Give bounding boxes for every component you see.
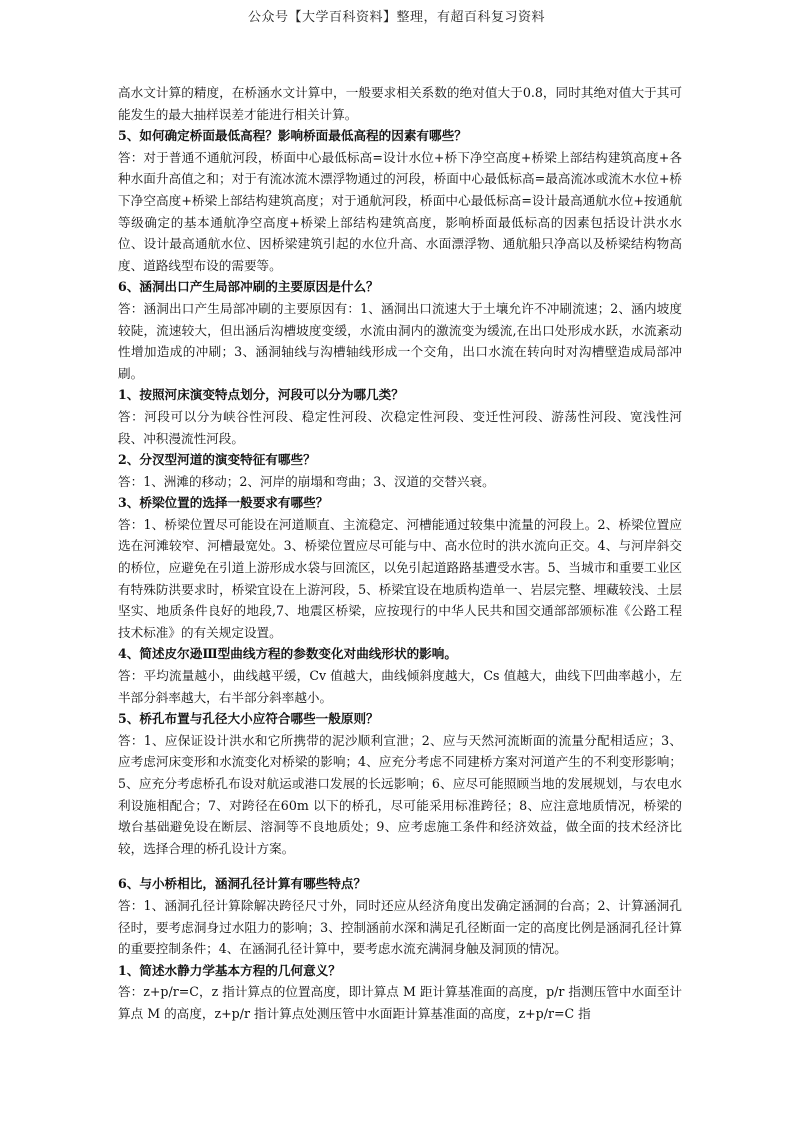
answer-paragraph: 答：1、桥梁位置尽可能设在河道顺直、主流稳定、河槽能通过较集中流量的河段上。2、桥梁位置应选在河滩较窄、河槽最宽处。3、桥梁位置应尽可能与中、高水位时的洪水流向正交。4、与河岸斜交的桥位，应避免在引道上游形成水袋与回流区，以免引起道路路基遭受水害。5、当城市和重要工业区有特殊防洪要求时，桥梁宜设在上游河段，5、桥梁宜设在地质构造单一、岩层完整、埋藏较浅、土层坚实、地质条件良好的地段,7、地震区桥梁，应按现行的中华人民共和国交通部部颁标准《公路工程技术标准》的有关规定设置。 [118,516,682,640]
page-header: 公众号【大学百科资料】整理，有超百科复习资料 [247,10,545,25]
answer-paragraph: 高水文计算的精度，在桥涵水文计算中，一般要求相关系数的绝对值大于0.8，同时其绝对值大于其可能发生的最大抽样误差才能进行相关计算。 [118,85,682,122]
question-heading: 1、简述水静力学基本方程的几何意义？ [118,962,341,978]
answer-paragraph: 答：z+p/r=C，z 指计算点的位置高度，即计算点 M 距计算基准面的高度，p/r 指测压管中水面至计算点 M 的高度，z+p/r 指计算点处测压管中水面距计算基准面的高度，z+p/r=C 指 [118,984,682,1021]
question-heading: 6、与小桥相比，涵洞孔径计算有哪些特点？ [118,876,367,892]
answer-paragraph: 答：1、应保证设计洪水和它所携带的泥沙顺利宣泄；2、应与天然河流断面的流量分配相适应；3、应考虑河床变形和水流变化对桥梁的影响；4、应充分考虑不同建桥方案对河道产生的不利变形影响；5、应充分考虑桥孔布设对航运或港口发展的长远影响；6、应尽可能照顾当地的发展规划，与农电水利设施相配合；7、对跨径在60m 以下的桥孔，尽可能采用标准跨径；8、应注意地质情况，桥梁的墩台基础避免设在断层、溶洞等不良地质处；9、应考虑施工条件和经济效益，做全面的技术经济比较，选择合理的桥孔设计方案。 [118,732,682,856]
answer-paragraph: 答：河段可以分为峡谷性河段、稳定性河段、次稳定性河段、变迁性河段、游荡性河段、宽浅性河段、冲积漫流性河段。 [118,408,682,446]
blank-line [118,859,682,873]
question-heading: 6、涵洞出口产生局部冲刷的主要原因是什么？ [118,279,379,295]
answer-paragraph: 答：平均流量越小，曲线越平缓，Cv 值越大，曲线倾斜度越大，Cs 值越大，曲线下凹曲率越小，左半部分斜率越大，右半部分斜率越小。 [118,668,682,705]
question-heading: 2、分汊型河道的演变特征有哪些？ [118,452,316,468]
question-heading: 3、桥梁位置的选择一般要求有哪些？ [118,495,329,511]
answer-paragraph: 答：涵洞出口产生局部冲刷的主要原因有：1、涵洞出口流速大于土壤允许不冲刷流速；2、涵内坡度较陡，流速较大，但出涵后沟槽坡度变缓，水流由洞内的激流变为缓流,在出口处形成水跃，水流紊动性增加造成的冲刷；3、涵洞轴线与沟槽轴线形成一个交角，出口水流在转向时对沟槽壁造成局部冲刷。 [118,300,682,381]
question-heading: 1、按照河床演变特点划分，河段可以分为哪几类？ [118,387,404,403]
question-heading: 5、桥孔布置与孔径大小应符合哪些一般原则？ [118,711,379,727]
document-body [118,82,682,1025]
answer-paragraph: 答：1、洲滩的移动；2、河岸的崩塌和弯曲；3、汊道的交替兴衰。 [118,473,495,489]
answer-paragraph: 答：1、涵洞孔径计算除解决跨径尺寸外，同时还应从经济角度出发确定涵洞的台高；2、计算涵洞孔径时，要考虑洞身过水阻力的影响；3、控制涵前水深和满足孔径断面一定的高度比例是涵洞孔径计算的重要控制条件；4、在涵洞孔径计算中，要考虑水流充满洞身触及洞顶的情况。 [118,897,682,957]
question-heading: 4、简述皮尔逊Ⅲ型曲线方程的参数变化对曲线形状的影响。 [118,646,457,662]
answer-paragraph: 答：对于普通不通航河段，桥面中心最低标高=设计水位+桥下净空高度+桥梁上部结构建筑高度+各种水面升高值之和；对于有流冰流木漂浮物通过的河段，桥面中心最低标高=最高流冰或流木水位+桥下净空高度+桥梁上部结构建筑高度；对于通航河段，桥面中心最低标高=设计最高通航水位+按通航等级确定的基本通航净空高度+桥梁上部结构建筑高度，影响桥面最低标高的因素包括设计洪水水位、设计最高通航水位、因桥梁建筑引起的水位升高、水面漂浮物、通航船只净高以及桥梁结构物高度、道路线型布设的需要等。 [118,149,682,273]
question-heading: 5、如何确定桥面最低高程？影响桥面最低高程的因素有哪些？ [118,128,467,144]
